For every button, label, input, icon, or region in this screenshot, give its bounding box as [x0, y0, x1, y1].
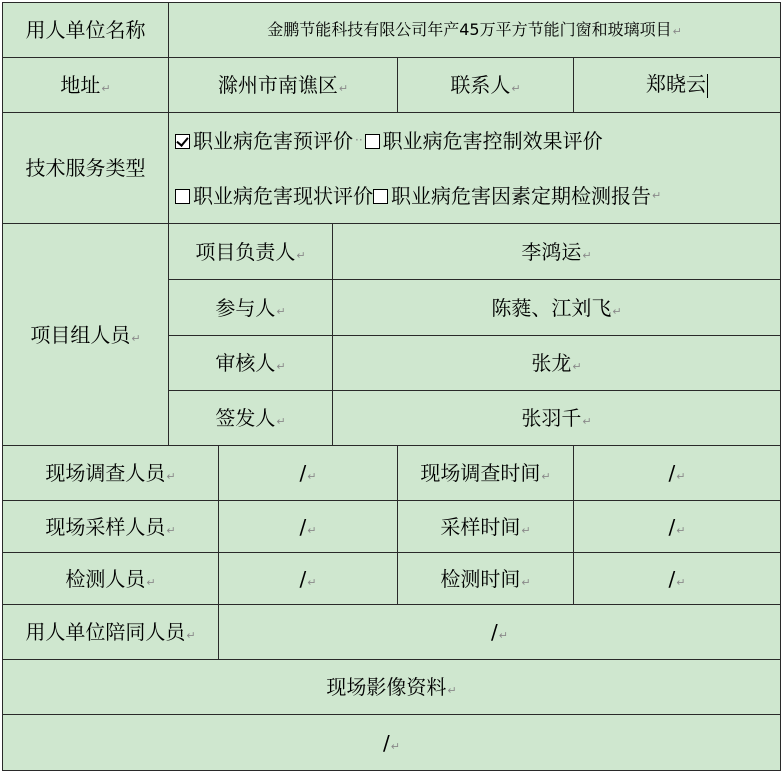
- investigators-value[interactable]: /↵: [219, 446, 398, 501]
- dot-leader: ··: [355, 133, 363, 148]
- team-member[interactable]: 李鸿运↵: [333, 224, 781, 280]
- team-member[interactable]: 张龙↵: [333, 336, 781, 391]
- accompany-value[interactable]: /↵: [219, 605, 781, 660]
- row-testing: [3, 553, 781, 605]
- investigation-time-value[interactable]: /↵: [574, 446, 781, 501]
- row-survey: [3, 446, 781, 501]
- option-pre-evaluation[interactable]: 职业病危害预评价: [175, 129, 353, 153]
- team-label: 项目组人员↵: [3, 224, 169, 446]
- row-sampling: [3, 501, 781, 553]
- row-unit-name: [3, 3, 781, 58]
- checkbox-unchecked-icon[interactable]: [175, 189, 190, 204]
- paragraph-mark: ↵: [672, 25, 682, 39]
- unit-name-label: 用人单位名称: [3, 3, 169, 58]
- checkbox-unchecked-icon[interactable]: [365, 134, 380, 149]
- text-cursor: [707, 74, 708, 98]
- row-service-type: [3, 113, 781, 224]
- address-value[interactable]: 滁州市南谯区↵: [169, 58, 398, 113]
- service-type-options: [169, 113, 781, 224]
- team-role: 参与人↵: [169, 280, 333, 336]
- checkbox-checked-icon[interactable]: [175, 134, 190, 149]
- address-label: 地址↵: [3, 58, 169, 113]
- team-member[interactable]: 陈蕤、江刘飞↵: [333, 280, 781, 336]
- sampling-time-label: 采样时间↵: [398, 501, 574, 553]
- row-address: [3, 58, 781, 113]
- testing-time-value[interactable]: /↵: [574, 553, 781, 605]
- option-periodic-testing[interactable]: 职业病危害因素定期检测报告 ↵: [373, 184, 661, 208]
- accompany-label: 用人单位陪同人员↵: [3, 605, 219, 660]
- project-info-table: [2, 2, 781, 771]
- row-accompany: [3, 605, 781, 660]
- testers-value[interactable]: /↵: [219, 553, 398, 605]
- team-member[interactable]: 张羽千↵: [333, 391, 781, 446]
- service-type-label: 技术服务类型: [3, 113, 169, 224]
- images-value[interactable]: /↵: [3, 715, 781, 771]
- document-page: [2, 2, 780, 770]
- option-control-effect[interactable]: 职业病危害控制效果评价: [365, 129, 603, 153]
- option-status-evaluation[interactable]: 职业病危害现状评价: [175, 184, 373, 208]
- testing-time-label: 检测时间↵: [398, 553, 574, 605]
- team-role: 审核人↵: [169, 336, 333, 391]
- images-label: 现场影像资料↵: [3, 660, 781, 715]
- team-row: [3, 224, 781, 280]
- contact-label: 联系人↵: [398, 58, 574, 113]
- row-images-label: [3, 660, 781, 715]
- row-images-value: [3, 715, 781, 771]
- team-role: 项目负责人↵: [169, 224, 333, 280]
- contact-value[interactable]: 郑晓云: [574, 58, 781, 113]
- investigation-time-label: 现场调查时间↵: [398, 446, 574, 501]
- samplers-value[interactable]: /↵: [219, 501, 398, 553]
- testers-label: 检测人员↵: [3, 553, 219, 605]
- samplers-label: 现场采样人员↵: [3, 501, 219, 553]
- team-role: 签发人↵: [169, 391, 333, 446]
- checkbox-unchecked-icon[interactable]: [373, 189, 388, 204]
- unit-name-value[interactable]: 金鹏节能科技有限公司年产45万平方节能门窗和玻璃项目↵: [169, 3, 781, 58]
- investigators-label: 现场调查人员↵: [3, 446, 219, 501]
- sampling-time-value[interactable]: /↵: [574, 501, 781, 553]
